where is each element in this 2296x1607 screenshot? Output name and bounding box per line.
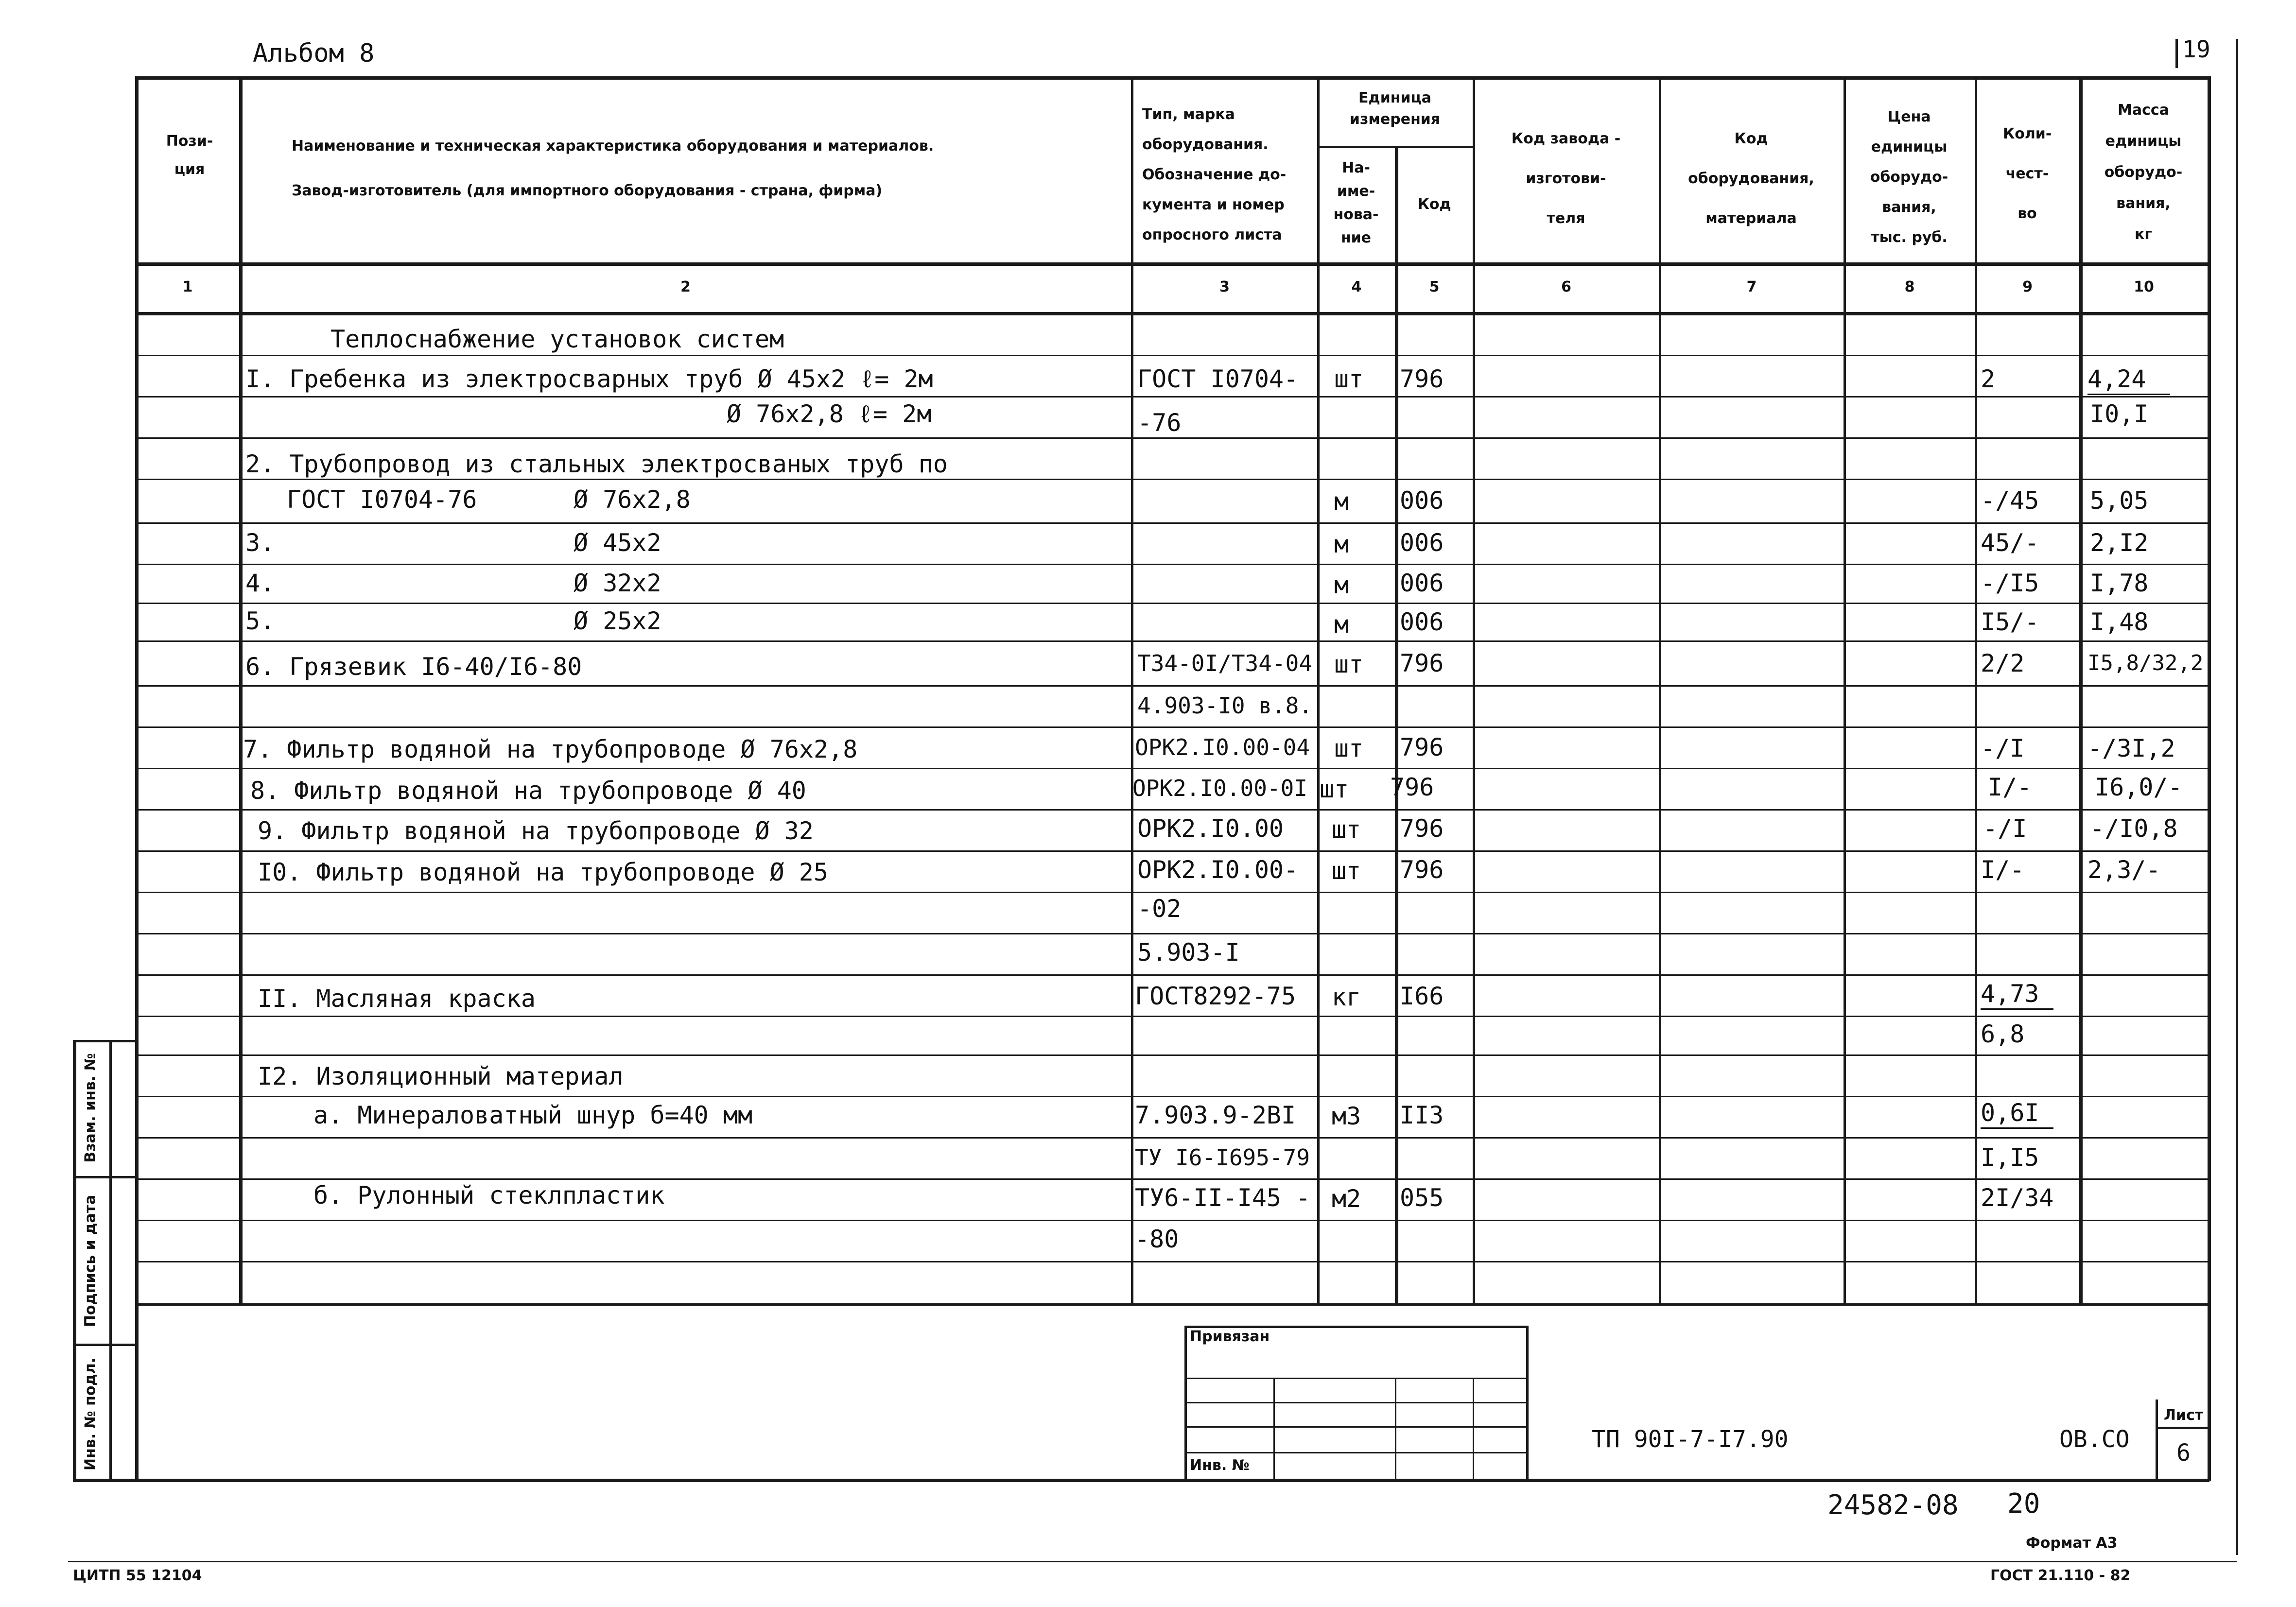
row-qty: 45/-	[1981, 529, 2039, 557]
row-name: I0. Фильтр водяной на трубопроводе Ø 25	[258, 858, 828, 886]
row-type: ТУ I6-I695-79	[1135, 1144, 1310, 1171]
row-name: 6. Грязевик I6-40/I6-80	[245, 653, 582, 681]
footer-left-code: ЦИТП 55 12104	[73, 1567, 202, 1584]
inv-number-label: Инв. №	[1190, 1457, 1250, 1474]
side-label-inv-original: Инв. № подл.	[82, 1357, 99, 1471]
row-diameter: Ø 32x2	[574, 569, 661, 597]
row-code: 796	[1390, 773, 1434, 801]
row-qty: I/-	[1988, 773, 2032, 801]
row-unit: шт	[1332, 815, 1361, 844]
row-mass: 4,24	[2087, 364, 2170, 395]
row-unit: шт	[1334, 734, 1364, 762]
row-type: Т34-0I/Т34-04	[1137, 650, 1313, 676]
project-code: ТП 90I-7-I7.90	[1592, 1426, 1789, 1453]
row-code: II3	[1400, 1101, 1444, 1129]
row-name: б. Рулонный стеклпластик	[313, 1181, 665, 1210]
row-qty: 2	[1981, 365, 1996, 393]
row-unit: шт	[1320, 775, 1349, 803]
frame-top	[135, 76, 2208, 80]
col5-header: Код	[1417, 196, 1451, 213]
row-code: 796	[1400, 649, 1444, 677]
row-diameter: Ø 45x2	[574, 529, 661, 557]
row-name: 3.	[245, 529, 275, 557]
row-name: 5.	[245, 607, 275, 635]
row-qty: I/-	[1981, 856, 2025, 884]
row-type: -02	[1137, 895, 1182, 923]
archive-number: 24582-08	[1827, 1489, 1959, 1521]
col45-header: Единица измерения	[1349, 89, 1441, 128]
row-mass: I5,8/32,2	[2087, 651, 2204, 675]
row-mass: I6,0/-	[2095, 773, 2183, 801]
side-label-replaced-inv: Взам. инв. №	[82, 1053, 99, 1163]
row-code: 796	[1400, 856, 1444, 884]
row-mass: 2,I2	[2090, 529, 2149, 557]
row-qty: I,I5	[1981, 1143, 2039, 1172]
row-name: ГОСТ I0704-76	[287, 485, 477, 514]
row-diameter: Ø 76x2,8	[574, 485, 691, 514]
row-type: ОРК2.I0.00-0I	[1132, 775, 1308, 801]
row-name: I2. Изоляционный материал	[258, 1062, 624, 1090]
row-name: а. Минераловатный шнур б=40 мм	[313, 1101, 753, 1129]
row-mass: -/3I,2	[2087, 734, 2175, 762]
row-name: II. Масляная краска	[258, 985, 536, 1013]
row-code: I66	[1400, 982, 1444, 1010]
row-mass: I0,I	[2090, 400, 2149, 428]
row-type: 5.903-I	[1137, 938, 1240, 967]
col6-header: Код завода - изготови- теля	[1511, 130, 1621, 227]
row-diameter: Ø 25x2	[574, 607, 661, 635]
bound-label: Привязан	[1190, 1328, 1270, 1345]
row-qty: 0,6I	[1981, 1098, 2053, 1129]
row-name: 2. Трубопровод из стальных электросваных труб по	[245, 450, 948, 478]
row-unit: м3	[1332, 1102, 1361, 1130]
row-unit: кг	[1332, 983, 1361, 1011]
frame-bottom	[73, 1479, 2209, 1482]
side-label-signature-date: Подпись и дата	[82, 1194, 99, 1328]
row-unit: м2	[1332, 1185, 1361, 1213]
row-type: 7.903.9-2ВI	[1135, 1101, 1296, 1129]
row-qty: 4,73	[1981, 979, 2053, 1010]
row-name: 7. Фильтр водяной на трубопроводе Ø 76x2,8	[243, 735, 858, 763]
row-type: -76	[1137, 409, 1182, 437]
album-label: Альбом 8	[253, 39, 375, 68]
row-unit: шт	[1332, 857, 1361, 885]
row-name: 4.	[245, 569, 275, 597]
col-number: 6	[1561, 278, 1571, 295]
row-mass: I,48	[2090, 608, 2149, 636]
row-unit: м	[1334, 610, 1349, 639]
format-label: Формат А3	[2026, 1535, 2118, 1552]
col8-header: Цена единицы оборудо- вания, тыс. руб.	[1870, 108, 1948, 246]
footer-gost: ГОСТ 21.110 - 82	[1990, 1567, 2131, 1584]
row-code: 796	[1400, 814, 1444, 843]
row-code: 055	[1400, 1184, 1444, 1212]
row-qty: -/I	[1981, 734, 2025, 762]
row-name: Ø 76x2,8 ℓ= 2м	[727, 400, 932, 428]
row-mass: I,78	[2090, 569, 2149, 597]
row-code: 006	[1400, 486, 1444, 515]
col2-header: Наименование и техническая характеристика оборудования и материалов. Завод-изготовитель (для импортного оборудования - страна, фирма)	[292, 138, 934, 199]
col4-header: На- име- нова- ние	[1333, 159, 1379, 246]
row-type: -80	[1135, 1225, 1179, 1253]
row-name: I. Гребенка из электросварных труб Ø 45x2 ℓ= 2м	[245, 365, 933, 393]
row-qty: 6,8	[1981, 1020, 2025, 1048]
row-unit: м	[1334, 530, 1349, 558]
row-unit: шт	[1334, 650, 1364, 678]
row-mass: -/I0,8	[2090, 814, 2178, 843]
row-type: ОРК2.I0.00	[1137, 814, 1284, 843]
row-mass: 2,3/-	[2087, 856, 2161, 884]
row-qty: -/I	[1983, 814, 2027, 843]
col-number: 5	[1429, 278, 1440, 295]
row-mass: 5,05	[2090, 486, 2149, 515]
row-name: 8. Фильтр водяной на трубопроводе Ø 40	[250, 777, 806, 805]
row-name: Теплоснабжение установок систем	[330, 325, 784, 353]
col-number: 2	[680, 278, 691, 295]
row-code: 006	[1400, 608, 1444, 636]
archive-page: 20	[2007, 1488, 2040, 1520]
row-qty: I5/-	[1981, 608, 2039, 636]
col-number: 1	[182, 278, 193, 295]
row-type: ОРК2.I0.00-	[1137, 856, 1299, 884]
row-type: ОРК2.I0.00-04	[1135, 734, 1310, 760]
document-code: ОВ.СО	[2059, 1426, 2130, 1453]
col7-header: Код оборудования, материала	[1688, 130, 1814, 227]
col-number: 9	[2022, 278, 2033, 295]
row-type: ГОСТ8292-75	[1135, 982, 1296, 1010]
frame-right	[2236, 39, 2238, 1555]
col9-header: Коли- чест- во	[2002, 125, 2052, 222]
row-qty: -/I5	[1981, 569, 2039, 597]
row-type: 4.903-I0 в.8.	[1137, 692, 1313, 719]
col-number: 8	[1904, 278, 1915, 295]
row-type: ГОСТ I0704-	[1137, 365, 1299, 393]
sheet-label: Лист	[2164, 1407, 2204, 1424]
row-code: 006	[1400, 569, 1444, 597]
row-qty: 2/2	[1981, 649, 2025, 677]
col1-header: Пози- ция	[166, 133, 213, 178]
col3-header: Тип, марка оборудования. Обозначение до- кумента и номер опросного листа	[1142, 106, 1287, 243]
row-type: ТУ6-II-I45 -	[1135, 1184, 1311, 1212]
row-unit: шт	[1334, 365, 1364, 393]
row-unit: м	[1334, 571, 1349, 599]
row-unit: м	[1334, 487, 1349, 516]
col10-header: Масса единицы оборудо- вания, кг	[2104, 102, 2183, 243]
row-qty: 2I/34	[1981, 1184, 2054, 1212]
col-number: 4	[1351, 278, 1362, 295]
sheet-number: 6	[2176, 1439, 2191, 1467]
row-code: 796	[1400, 365, 1444, 393]
col-number: 3	[1219, 278, 1230, 295]
row-qty: -/45	[1981, 486, 2039, 515]
col-number: 10	[2134, 278, 2154, 295]
row-code: 796	[1400, 733, 1444, 761]
row-name: 9. Фильтр водяной на трубопроводе Ø 32	[258, 817, 814, 845]
page-corner-number: 19	[2182, 36, 2210, 63]
row-code: 006	[1400, 529, 1444, 557]
col-number: 7	[1746, 278, 1757, 295]
